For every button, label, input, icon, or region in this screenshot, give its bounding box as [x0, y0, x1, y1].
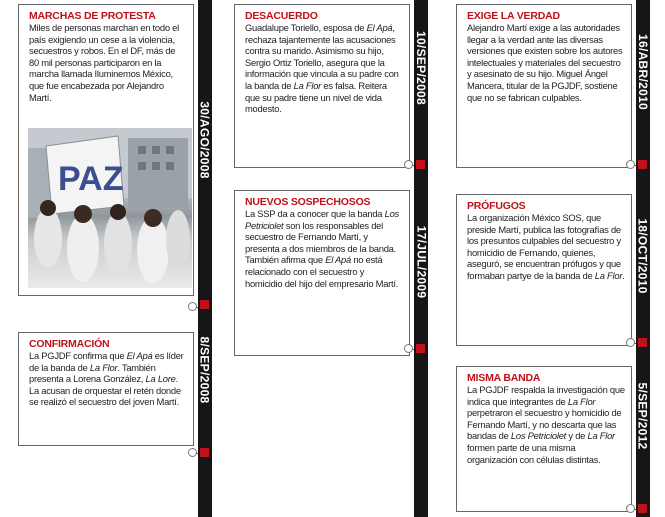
timeline-dot [626, 160, 635, 169]
timeline-dot [188, 302, 197, 311]
date-label-18-oct-2010: 18/OCT/2010 [636, 218, 650, 294]
card-title: NUEVOS SOSPECHOSOS [245, 196, 371, 208]
card-title: DESACUERDO [245, 10, 318, 22]
card-body: Miles de personas marchan en todo el país exigiendo un cese a la violencia, secuestros y robos. En el DF, más de 80 mil personas participaron en la marcha llamada Iluminemos México, que fue encabezada por Alejandro Martí. [29, 22, 179, 103]
protest-photo [28, 128, 192, 288]
date-label-17-jul-2009: 17/JUL/2009 [414, 225, 428, 299]
card-desacuerdo [234, 4, 410, 168]
date-marker [416, 160, 425, 169]
card-body: La PGJDF respalda la investigación que indica que integrantes de La Flor perpetraron el secuestro y homicidio de Fernando Martí, y no descarta que las bandas de Los Petriciolet y de La Flor formen parte de una misma organización con células distintas. [467, 384, 625, 465]
date-label-8-sep-2008: 8/SEP/2008 [198, 336, 212, 404]
card-body: La organización México SOS, que preside Martí, publica las fotografías de los presuntos culpables del secuestro y homicidio de Fernando, quienes, aseguró, se encuentran prófugos y que formaban partye de la banda de La Flor. [467, 212, 625, 281]
card-title: MISMA BANDA [467, 372, 541, 384]
date-marker [638, 338, 647, 347]
date-label-30-ago-2008: 30/AGO/2008 [198, 101, 213, 179]
protest-photo-illustration [28, 128, 192, 288]
card-title: EXIGE LA VERDAD [467, 10, 560, 22]
svg-text:PAZ: PAZ [58, 160, 124, 198]
card-body: Alejandro Martí exige a las autoridades llegar a la verdad ante las diversas versiones que existen sobre los autores intelectuales y materiales del secuestro y asesinato de su hijo. Miguel Ángel Mancera, titular de la PGJDF, sostiene que no se fabrican culpables. [467, 22, 623, 103]
card-body: La PGJDF confirma que El Apá es líder de la banda de La Flor. También presenta a Lorena González, La Lore. La acusan de orquestar el retén donde se realizó el secuestro del joven Martí. [29, 350, 184, 408]
timeline-dot [404, 160, 413, 169]
date-marker [416, 344, 425, 353]
card-title: MARCHAS DE PROTESTA [29, 10, 156, 22]
timeline-bar-1 [198, 0, 212, 517]
card-misma-banda [456, 366, 632, 512]
date-marker [200, 300, 209, 309]
timeline-dot [188, 448, 197, 457]
card-profugos [456, 194, 632, 346]
card-body: Guadalupe Toriello, esposa de El Apá, rechaza tajantemente las acusaciones contra su marido. Asimismo su hijo, Sergio Ortiz Toriello, asegura que la información que vincula a su padre con la banda de La Flor es falsa. Reitera que su padre tiene un nivel de vida modesto. [245, 22, 399, 115]
timeline-dot [404, 344, 413, 353]
card-confirmacion [18, 332, 194, 446]
card-title: PRÓFUGOS [467, 200, 526, 212]
date-marker [638, 504, 647, 513]
timeline-dot [626, 504, 635, 513]
date-marker [200, 448, 209, 457]
card-title: CONFIRMACIÓN [29, 338, 110, 350]
date-marker [638, 160, 647, 169]
timeline-dot [626, 338, 635, 347]
card-nuevos-sospechosos [234, 190, 410, 356]
date-label-5-sep-2012: 5/SEP/2012 [636, 382, 650, 450]
card-body: La SSP da a conocer que la banda Los Petriciolet son los responsables del secuestro de Fernando Martí, y presenta a dos miembros de la banda. También afirma que El Apá no está relacionado con el secuestro y homicidio del hijo del empresario Martí. [245, 208, 399, 289]
date-label-10-sep-2008: 10/SEP/2008 [414, 30, 428, 106]
date-label-16-abr-2010: 16/ABR/2010 [636, 33, 651, 111]
card-exige-la-verdad [456, 4, 632, 168]
